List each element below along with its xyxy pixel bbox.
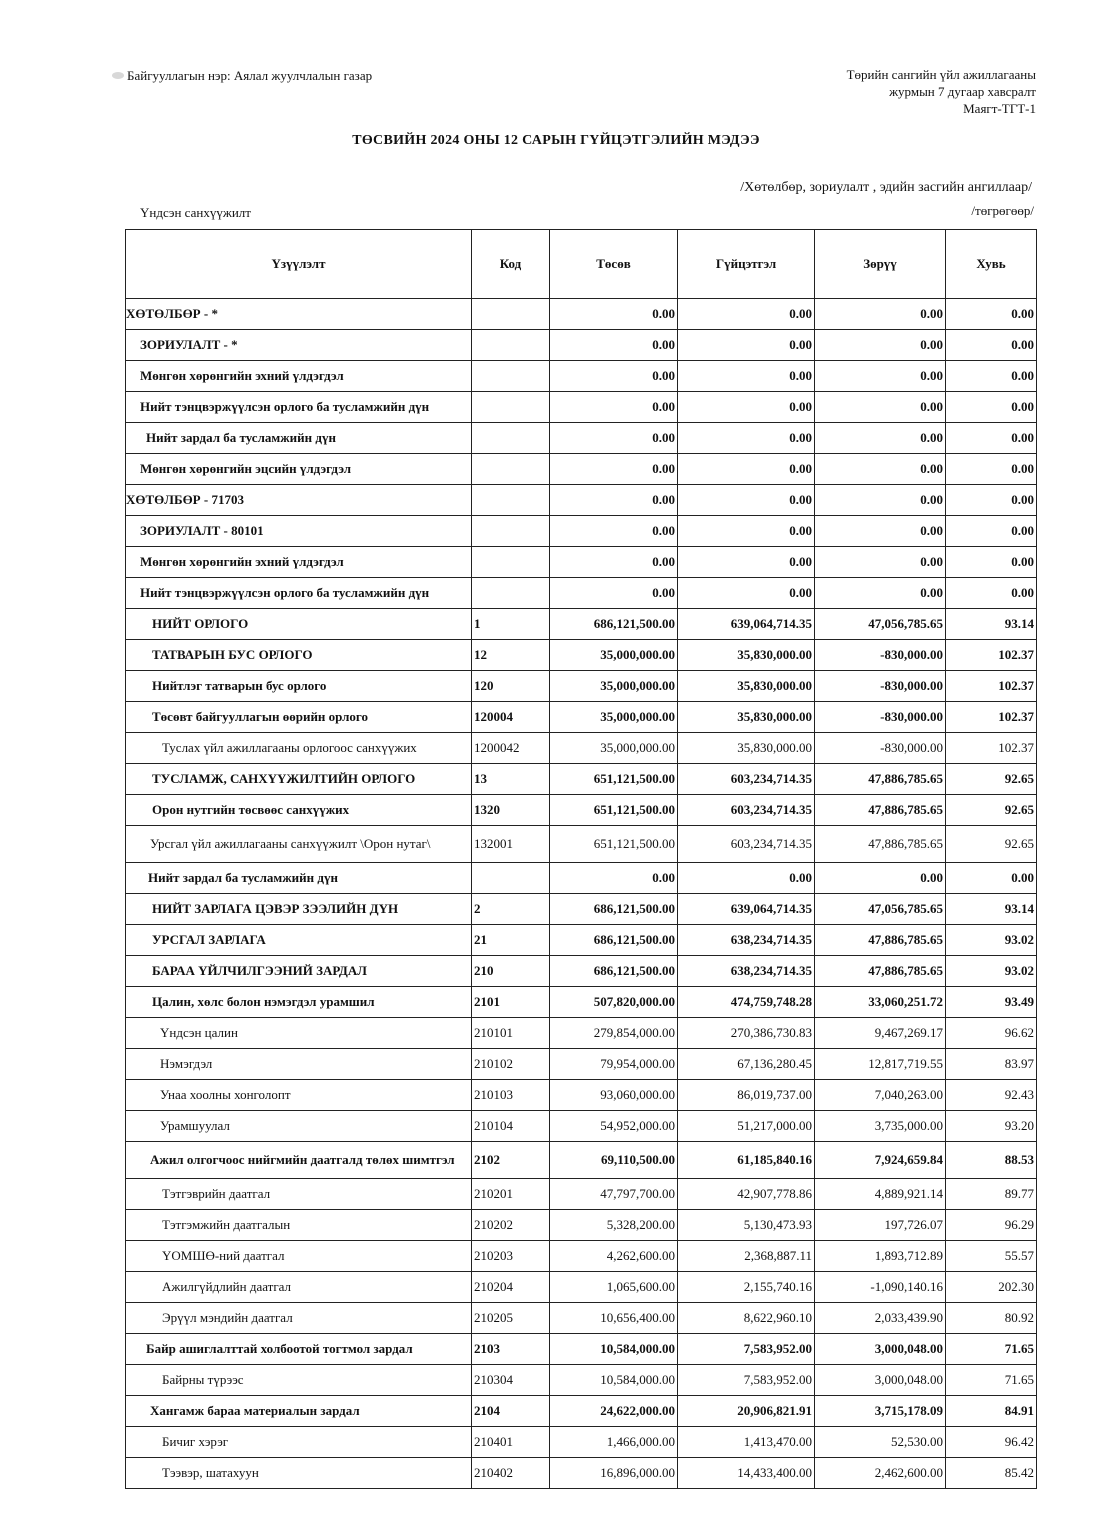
row-code <box>472 516 550 547</box>
row-budget: 0.00 <box>550 361 678 392</box>
row-budget: 0.00 <box>550 516 678 547</box>
row-percent: 0.00 <box>946 578 1037 609</box>
row-actual: 0.00 <box>678 423 815 454</box>
row-budget: 0.00 <box>550 299 678 330</box>
row-budget: 651,121,500.00 <box>550 826 678 863</box>
row-actual: 0.00 <box>678 485 815 516</box>
row-budget: 24,622,000.00 <box>550 1396 678 1427</box>
row-actual: 35,830,000.00 <box>678 671 815 702</box>
row-difference: 47,056,785.65 <box>815 894 946 925</box>
row-difference: 9,467,269.17 <box>815 1018 946 1049</box>
row-difference: 197,726.07 <box>815 1210 946 1241</box>
row-label: НИЙТ ОРЛОГО <box>126 609 472 640</box>
row-difference: 47,886,785.65 <box>815 956 946 987</box>
row-actual: 0.00 <box>678 547 815 578</box>
row-percent: 71.65 <box>946 1365 1037 1396</box>
row-difference: 0.00 <box>815 485 946 516</box>
column-header: Код <box>472 230 550 299</box>
row-label: Тэтгэмжийн даатгалын <box>126 1210 472 1241</box>
row-difference: 0.00 <box>815 454 946 485</box>
row-budget: 54,952,000.00 <box>550 1111 678 1142</box>
table-row <box>126 956 1037 987</box>
table-row <box>126 361 1037 392</box>
row-label: Туслах үйл ажиллагааны орлогоос санхүүжих <box>126 733 472 764</box>
row-label: ХӨТӨЛБӨР - * <box>126 299 472 330</box>
row-label: Нийтлэг татварын бус орлого <box>126 671 472 702</box>
row-percent: 0.00 <box>946 547 1037 578</box>
row-difference: 0.00 <box>815 299 946 330</box>
row-code: 210304 <box>472 1365 550 1396</box>
column-header: Зөрүү <box>815 230 946 299</box>
row-label: ЗОРИУЛАЛТ - 80101 <box>126 516 472 547</box>
row-budget: 0.00 <box>550 863 678 894</box>
row-percent: 0.00 <box>946 299 1037 330</box>
row-difference: 3,735,000.00 <box>815 1111 946 1142</box>
row-label: УРСГАЛ ЗАРЛАГА <box>126 925 472 956</box>
row-budget: 10,584,000.00 <box>550 1365 678 1396</box>
row-budget: 1,466,000.00 <box>550 1427 678 1458</box>
row-label: Орон нутгийн төсвөөс санхүүжих <box>126 795 472 826</box>
row-code: 2 <box>472 894 550 925</box>
row-actual: 638,234,714.35 <box>678 956 815 987</box>
table-row <box>126 1142 1037 1179</box>
row-actual: 0.00 <box>678 516 815 547</box>
row-actual: 8,622,960.10 <box>678 1303 815 1334</box>
row-label: Байрны түрээс <box>126 1365 472 1396</box>
row-difference: 0.00 <box>815 516 946 547</box>
row-budget: 10,584,000.00 <box>550 1334 678 1365</box>
row-actual: 639,064,714.35 <box>678 894 815 925</box>
row-code: 132001 <box>472 826 550 863</box>
row-difference: -830,000.00 <box>815 733 946 764</box>
row-budget: 93,060,000.00 <box>550 1080 678 1111</box>
row-label: Цалин, хөлс болон нэмэгдэл урамшил <box>126 987 472 1018</box>
row-percent: 0.00 <box>946 392 1037 423</box>
row-label: НИЙТ ЗАРЛАГА ЦЭВЭР ЗЭЭЛИЙН ДҮН <box>126 894 472 925</box>
row-actual: 0.00 <box>678 578 815 609</box>
row-actual: 7,583,952.00 <box>678 1334 815 1365</box>
row-percent: 89.77 <box>946 1179 1037 1210</box>
row-difference: 0.00 <box>815 578 946 609</box>
row-budget: 0.00 <box>550 423 678 454</box>
row-code: 210205 <box>472 1303 550 1334</box>
table-row <box>126 392 1037 423</box>
row-label: Унаа хоолны хонголопт <box>126 1080 472 1111</box>
row-difference: 4,889,921.14 <box>815 1179 946 1210</box>
row-actual: 67,136,280.45 <box>678 1049 815 1080</box>
row-code: 120 <box>472 671 550 702</box>
row-code <box>472 361 550 392</box>
row-difference: 3,000,048.00 <box>815 1365 946 1396</box>
row-label: Ажил олгогчоос нийгмийн даатгалд төлөх шимтгэл <box>126 1142 472 1179</box>
row-difference: -830,000.00 <box>815 702 946 733</box>
row-difference: -830,000.00 <box>815 671 946 702</box>
row-actual: 0.00 <box>678 454 815 485</box>
row-code <box>472 299 550 330</box>
row-difference: 52,530.00 <box>815 1427 946 1458</box>
row-code <box>472 485 550 516</box>
row-budget: 35,000,000.00 <box>550 733 678 764</box>
row-budget: 5,328,200.00 <box>550 1210 678 1241</box>
row-budget: 35,000,000.00 <box>550 640 678 671</box>
row-label: Нийт тэнцвэржүүлсэн орлого ба тусламжийн дүн <box>126 392 472 423</box>
table-row <box>126 1210 1037 1241</box>
row-percent: 83.97 <box>946 1049 1037 1080</box>
row-actual: 270,386,730.83 <box>678 1018 815 1049</box>
row-code: 12 <box>472 640 550 671</box>
row-percent: 0.00 <box>946 423 1037 454</box>
row-actual: 20,906,821.91 <box>678 1396 815 1427</box>
form-reference-line: журмын 7 дугаар хавсралт <box>889 84 1036 99</box>
row-percent: 93.02 <box>946 925 1037 956</box>
row-actual: 474,759,748.28 <box>678 987 815 1018</box>
row-budget: 279,854,000.00 <box>550 1018 678 1049</box>
row-label: Нийт зардал ба тусламжийн дүн <box>126 863 472 894</box>
budget-table <box>125 229 1037 1489</box>
row-budget: 47,797,700.00 <box>550 1179 678 1210</box>
row-percent: 92.65 <box>946 764 1037 795</box>
row-label: Мөнгөн хөрөнгийн эцсийн үлдэгдэл <box>126 454 472 485</box>
classification-note: /Хөтөлбөр, зориулалт , эдийн засгийн ангиллаар/ <box>740 180 1032 195</box>
row-budget: 686,121,500.00 <box>550 956 678 987</box>
form-reference-line: Төрийн сангийн үйл ажиллагааны <box>846 67 1036 82</box>
row-label: Тээвэр, шатахуун <box>126 1458 472 1489</box>
row-budget: 16,896,000.00 <box>550 1458 678 1489</box>
row-actual: 2,368,887.11 <box>678 1241 815 1272</box>
row-percent: 80.92 <box>946 1303 1037 1334</box>
row-difference: 47,056,785.65 <box>815 609 946 640</box>
column-header: Төсөв <box>550 230 678 299</box>
table-row <box>126 1049 1037 1080</box>
row-code: 210101 <box>472 1018 550 1049</box>
row-actual: 0.00 <box>678 361 815 392</box>
funding-basis: Үндсэн санхүүжилт <box>140 205 251 220</box>
row-code <box>472 454 550 485</box>
row-actual: 7,583,952.00 <box>678 1365 815 1396</box>
row-actual: 0.00 <box>678 299 815 330</box>
row-difference: 47,886,785.65 <box>815 925 946 956</box>
row-label: Мөнгөн хөрөнгийн эхний үлдэгдэл <box>126 361 472 392</box>
column-header: Хувь <box>946 230 1037 299</box>
row-code <box>472 578 550 609</box>
row-label: Тэтгэврийн даатгал <box>126 1179 472 1210</box>
row-percent: 0.00 <box>946 361 1037 392</box>
row-code: 21 <box>472 925 550 956</box>
row-budget: 507,820,000.00 <box>550 987 678 1018</box>
row-budget: 686,121,500.00 <box>550 609 678 640</box>
row-code: 210203 <box>472 1241 550 1272</box>
row-actual: 42,907,778.86 <box>678 1179 815 1210</box>
row-percent: 93.02 <box>946 956 1037 987</box>
row-code: 1 <box>472 609 550 640</box>
row-label: Эрүүл мэндийн даатгал <box>126 1303 472 1334</box>
row-code: 210402 <box>472 1458 550 1489</box>
table-row <box>126 330 1037 361</box>
row-label: Мөнгөн хөрөнгийн эхний үлдэгдэл <box>126 547 472 578</box>
table-row <box>126 1179 1037 1210</box>
table-header-row <box>126 230 1037 299</box>
table-row <box>126 609 1037 640</box>
table-row <box>126 1396 1037 1427</box>
row-difference: 3,000,048.00 <box>815 1334 946 1365</box>
row-label: ЗОРИУЛАЛТ - * <box>126 330 472 361</box>
row-difference: 47,886,785.65 <box>815 826 946 863</box>
table-row <box>126 423 1037 454</box>
row-label: Урсгал үйл ажиллагааны санхүүжилт \Орон нутаг\ <box>126 826 472 863</box>
row-label: ХӨТӨЛБӨР - 71703 <box>126 485 472 516</box>
row-code: 210104 <box>472 1111 550 1142</box>
row-difference: 12,817,719.55 <box>815 1049 946 1080</box>
row-code <box>472 330 550 361</box>
row-label: Хангамж бараа материалын зардал <box>126 1396 472 1427</box>
row-code: 210102 <box>472 1049 550 1080</box>
row-actual: 603,234,714.35 <box>678 764 815 795</box>
row-label: Ажилгүйдлийн даатгал <box>126 1272 472 1303</box>
row-budget: 686,121,500.00 <box>550 894 678 925</box>
row-code: 210204 <box>472 1272 550 1303</box>
row-label: Бичиг хэрэг <box>126 1427 472 1458</box>
row-difference: 47,886,785.65 <box>815 764 946 795</box>
row-percent: 96.42 <box>946 1427 1037 1458</box>
row-difference: 0.00 <box>815 863 946 894</box>
row-label: Байр ашиглалттай холбоотой тогтмол зардал <box>126 1334 472 1365</box>
row-actual: 603,234,714.35 <box>678 826 815 863</box>
row-difference: 0.00 <box>815 423 946 454</box>
row-percent: 84.91 <box>946 1396 1037 1427</box>
row-budget: 1,065,600.00 <box>550 1272 678 1303</box>
row-code: 2103 <box>472 1334 550 1365</box>
row-code: 2102 <box>472 1142 550 1179</box>
table-row <box>126 863 1037 894</box>
row-budget: 0.00 <box>550 547 678 578</box>
row-percent: 102.37 <box>946 702 1037 733</box>
table-row <box>126 764 1037 795</box>
row-code: 2104 <box>472 1396 550 1427</box>
row-label: Төсөвт байгууллагын өөрийн орлого <box>126 702 472 733</box>
row-budget: 651,121,500.00 <box>550 795 678 826</box>
row-difference: -830,000.00 <box>815 640 946 671</box>
table-row <box>126 640 1037 671</box>
row-difference: 47,886,785.65 <box>815 795 946 826</box>
row-actual: 0.00 <box>678 863 815 894</box>
row-percent: 102.37 <box>946 671 1037 702</box>
table-row <box>126 733 1037 764</box>
table-row <box>126 1018 1037 1049</box>
currency-unit: /төгрөгөөр/ <box>971 203 1034 218</box>
row-budget: 651,121,500.00 <box>550 764 678 795</box>
table-row <box>126 485 1037 516</box>
table-row <box>126 516 1037 547</box>
table-row <box>126 987 1037 1018</box>
table-row <box>126 1241 1037 1272</box>
table-row <box>126 299 1037 330</box>
organization-name: Байгууллагын нэр: Аялал жуулчлалын газар <box>127 68 373 83</box>
row-percent: 96.29 <box>946 1210 1037 1241</box>
table-row <box>126 925 1037 956</box>
row-difference: 3,715,178.09 <box>815 1396 946 1427</box>
row-label: Үндсэн цалин <box>126 1018 472 1049</box>
table-row <box>126 894 1037 925</box>
row-label: Урамшуулал <box>126 1111 472 1142</box>
row-percent: 202.30 <box>946 1272 1037 1303</box>
row-difference: 0.00 <box>815 547 946 578</box>
row-percent: 85.42 <box>946 1458 1037 1489</box>
row-label: ТУСЛАМЖ, САНХҮҮЖИЛТИЙН ОРЛОГО <box>126 764 472 795</box>
row-actual: 2,155,740.16 <box>678 1272 815 1303</box>
row-difference: 7,924,659.84 <box>815 1142 946 1179</box>
row-code: 210201 <box>472 1179 550 1210</box>
form-reference <box>847 66 1036 117</box>
table-row <box>126 1111 1037 1142</box>
row-percent: 93.49 <box>946 987 1037 1018</box>
table-row <box>126 1427 1037 1458</box>
row-code: 210202 <box>472 1210 550 1241</box>
row-difference: 1,893,712.89 <box>815 1241 946 1272</box>
row-percent: 93.14 <box>946 609 1037 640</box>
table-row <box>126 826 1037 863</box>
row-budget: 79,954,000.00 <box>550 1049 678 1080</box>
row-actual: 51,217,000.00 <box>678 1111 815 1142</box>
row-difference: 0.00 <box>815 361 946 392</box>
row-code <box>472 392 550 423</box>
row-percent: 0.00 <box>946 863 1037 894</box>
row-code: 210103 <box>472 1080 550 1111</box>
row-label: Нэмэгдэл <box>126 1049 472 1080</box>
row-percent: 93.20 <box>946 1111 1037 1142</box>
row-percent: 96.62 <box>946 1018 1037 1049</box>
table-row <box>126 1458 1037 1489</box>
row-difference: 7,040,263.00 <box>815 1080 946 1111</box>
table-row <box>126 795 1037 826</box>
row-code: 210401 <box>472 1427 550 1458</box>
row-actual: 35,830,000.00 <box>678 640 815 671</box>
row-difference: 33,060,251.72 <box>815 987 946 1018</box>
table-body <box>126 299 1037 1489</box>
row-code <box>472 423 550 454</box>
row-actual: 14,433,400.00 <box>678 1458 815 1489</box>
table-row <box>126 671 1037 702</box>
row-percent: 0.00 <box>946 330 1037 361</box>
row-percent: 92.43 <box>946 1080 1037 1111</box>
table-row <box>126 1080 1037 1111</box>
row-budget: 10,656,400.00 <box>550 1303 678 1334</box>
row-code: 1320 <box>472 795 550 826</box>
row-actual: 61,185,840.16 <box>678 1142 815 1179</box>
row-budget: 4,262,600.00 <box>550 1241 678 1272</box>
row-percent: 0.00 <box>946 516 1037 547</box>
row-budget: 35,000,000.00 <box>550 702 678 733</box>
row-code: 2101 <box>472 987 550 1018</box>
row-percent: 92.65 <box>946 795 1037 826</box>
row-difference: -1,090,140.16 <box>815 1272 946 1303</box>
row-actual: 638,234,714.35 <box>678 925 815 956</box>
row-actual: 35,830,000.00 <box>678 733 815 764</box>
row-budget: 0.00 <box>550 578 678 609</box>
row-actual: 0.00 <box>678 392 815 423</box>
row-difference: 0.00 <box>815 392 946 423</box>
row-difference: 0.00 <box>815 330 946 361</box>
table-row <box>126 578 1037 609</box>
row-code: 210 <box>472 956 550 987</box>
row-percent: 0.00 <box>946 485 1037 516</box>
row-percent: 92.65 <box>946 826 1037 863</box>
row-code <box>472 863 550 894</box>
row-budget: 35,000,000.00 <box>550 671 678 702</box>
table-row <box>126 1303 1037 1334</box>
row-percent: 55.57 <box>946 1241 1037 1272</box>
row-budget: 0.00 <box>550 330 678 361</box>
row-actual: 1,413,470.00 <box>678 1427 815 1458</box>
row-percent: 102.37 <box>946 640 1037 671</box>
row-label: Нийт тэнцвэржүүлсэн орлого ба тусламжийн дүн <box>126 578 472 609</box>
row-percent: 88.53 <box>946 1142 1037 1179</box>
row-code <box>472 547 550 578</box>
table-row <box>126 454 1037 485</box>
row-actual: 639,064,714.35 <box>678 609 815 640</box>
row-percent: 102.37 <box>946 733 1037 764</box>
row-actual: 5,130,473.93 <box>678 1210 815 1241</box>
row-label: Нийт зардал ба тусламжийн дүн <box>126 423 472 454</box>
row-code: 120004 <box>472 702 550 733</box>
row-percent: 0.00 <box>946 454 1037 485</box>
row-actual: 603,234,714.35 <box>678 795 815 826</box>
row-actual: 86,019,737.00 <box>678 1080 815 1111</box>
column-header: Үзүүлэлт <box>126 230 472 299</box>
row-budget: 0.00 <box>550 454 678 485</box>
scan-mark <box>112 72 124 79</box>
table-row <box>126 702 1037 733</box>
row-percent: 93.14 <box>946 894 1037 925</box>
form-reference-line: Маягт-ТГТ-1 <box>963 101 1036 116</box>
table-row <box>126 1272 1037 1303</box>
row-label: ТАТВАРЫН БУС ОРЛОГО <box>126 640 472 671</box>
row-difference: 2,033,439.90 <box>815 1303 946 1334</box>
row-code: 13 <box>472 764 550 795</box>
row-label: ҮОМШӨ-ний даатгал <box>126 1241 472 1272</box>
row-code: 1200042 <box>472 733 550 764</box>
document-title: ТӨСВИЙН 2024 ОНЫ 12 САРЫН ГҮЙЦЭТГЭЛИЙН МЭДЭЭ <box>352 133 760 148</box>
table-row <box>126 547 1037 578</box>
table-row <box>126 1365 1037 1396</box>
row-budget: 686,121,500.00 <box>550 925 678 956</box>
row-budget: 0.00 <box>550 392 678 423</box>
row-actual: 0.00 <box>678 330 815 361</box>
row-percent: 71.65 <box>946 1334 1037 1365</box>
column-header: Гүйцэтгэл <box>678 230 815 299</box>
row-label: БАРАА ҮЙЛЧИЛГЭЭНИЙ ЗАРДАЛ <box>126 956 472 987</box>
row-budget: 0.00 <box>550 485 678 516</box>
table-row <box>126 1334 1037 1365</box>
row-difference: 2,462,600.00 <box>815 1458 946 1489</box>
row-actual: 35,830,000.00 <box>678 702 815 733</box>
row-budget: 69,110,500.00 <box>550 1142 678 1179</box>
